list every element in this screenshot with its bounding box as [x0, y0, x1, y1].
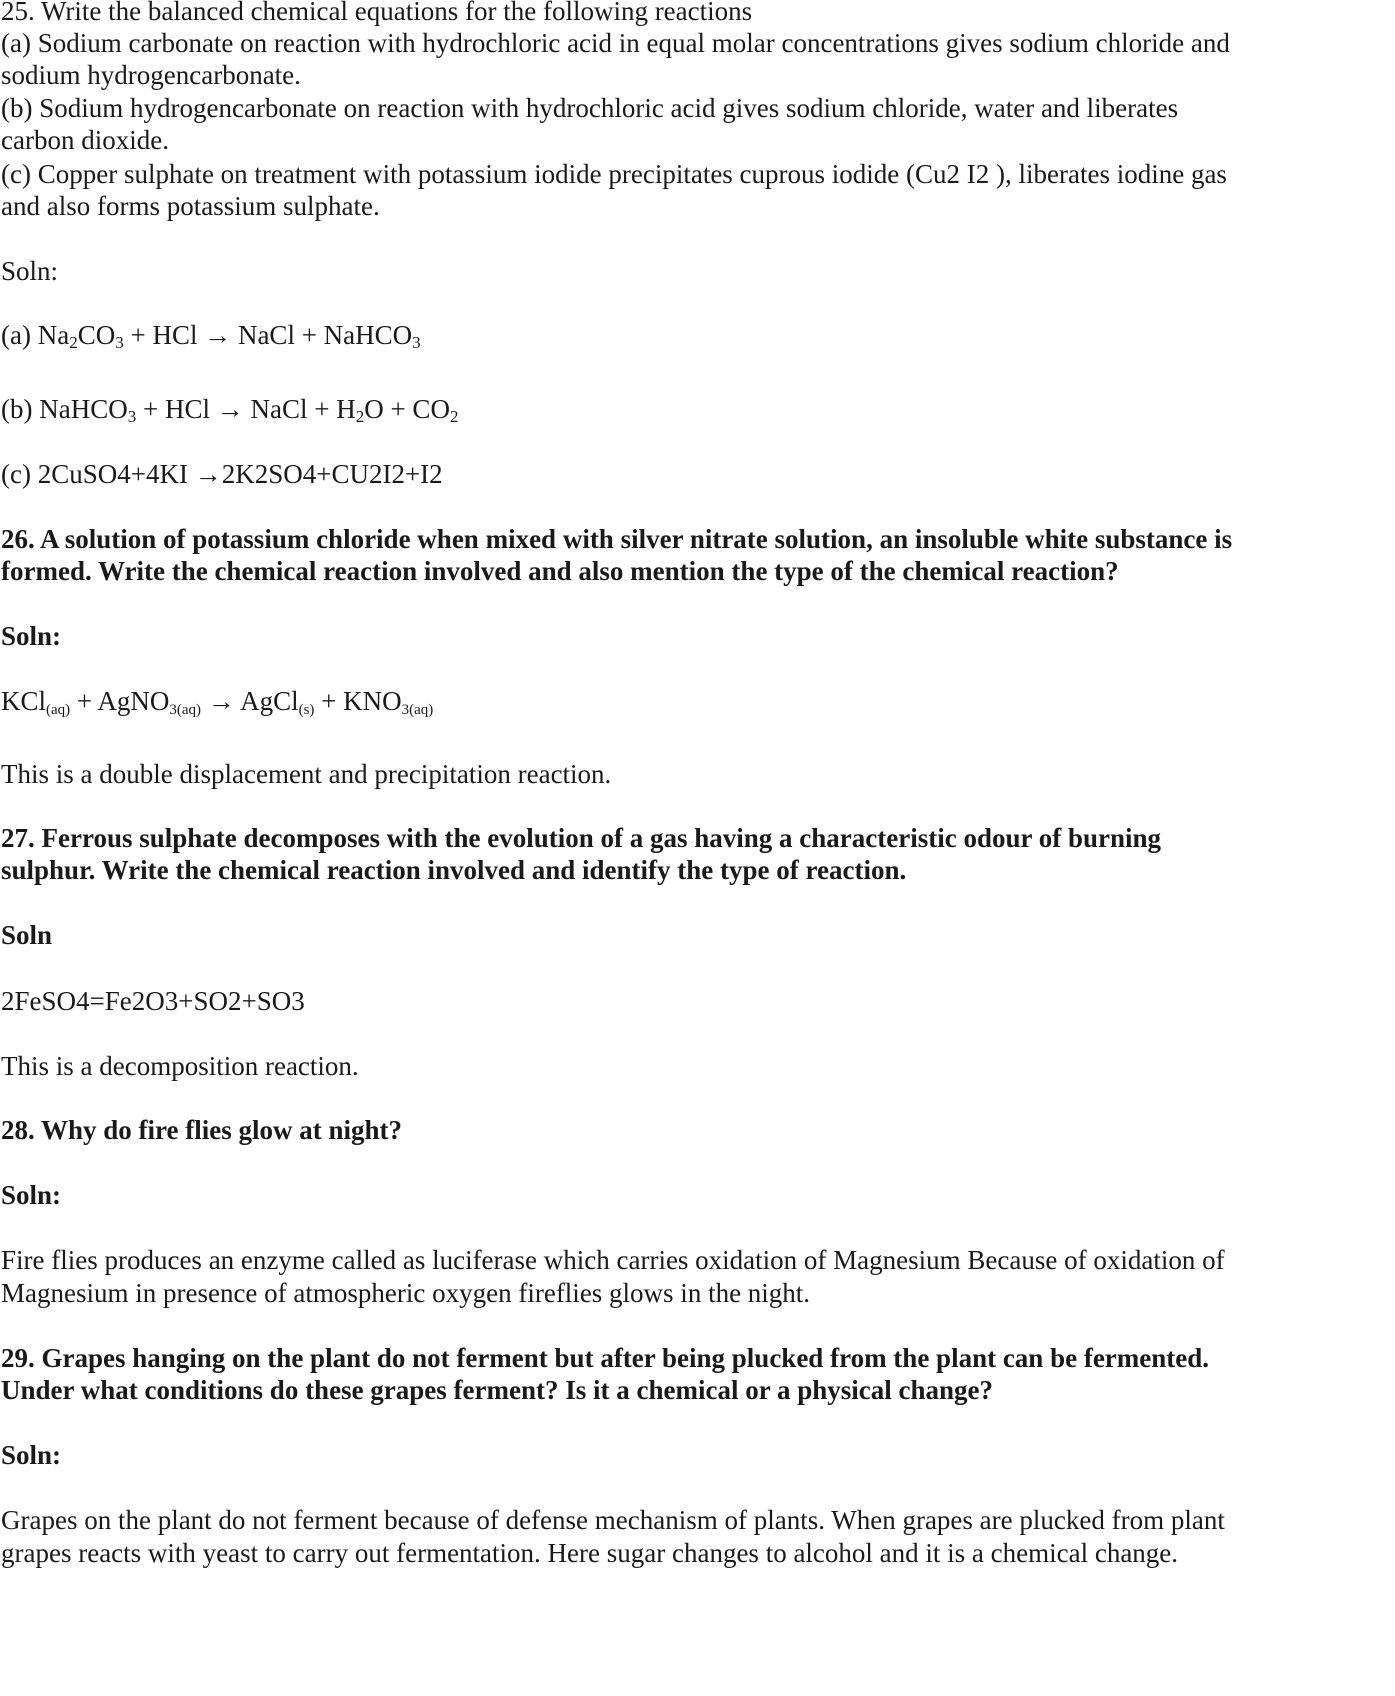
q27-question-line1: 27. Ferrous sulphate decomposes with the evolution of a gas having a characteristic odour of burning — [1, 823, 1162, 853]
q25-part-a-line1: (a) Sodium carbonate on reaction with hydrochloric acid in equal molar concentrations gives sodium chloride and — [1, 28, 1230, 58]
q28-answer-line1: Fire flies produces an enzyme called as luciferase which carries oxidation of Magnesium Because of oxidation of — [1, 1245, 1225, 1275]
q28-question: 28. Why do fire flies glow at night? — [1, 1115, 403, 1145]
q25-equation-b: (b) NaHCO$_3$ + HCl → NaCl + $H_2O + CO_2$ — [1, 394, 459, 426]
q27-equation: 2FeSO4=Fe2O3+SO2+SO3 — [1, 986, 305, 1016]
q26-question-line1: 26. A solution of potassium chloride when mixed with silver nitrate solution, an insoluble white substance is — [1, 524, 1233, 554]
q28-soln-label: Soln: — [1, 1180, 62, 1210]
q29-soln-label: Soln: — [1, 1440, 62, 1470]
q29-question-line2: Under what conditions do these grapes ferment? Is it a chemical or a physical change? — [1, 1375, 993, 1405]
q26-equation: KCl$_{(aq)}$ + AgNO$_{3(aq)}$ → AgCl$_{(s)}$ + $KNO_{3(aq)}$ — [1, 686, 434, 718]
q26-answer: This is a double displacement and precipitation reaction. — [1, 759, 612, 789]
q27-soln-label: Soln — [1, 920, 53, 950]
q27-question-line2: sulphur. Write the chemical reaction involved and identify the type of reaction. — [1, 855, 907, 885]
q25-equation-a: (a) $Na_2CO_3$ + HCl → NaCl + NaHCO$_3$ — [1, 320, 421, 352]
q25-part-c-line1: (c) Copper sulphate on treatment with potassium iodide precipitates cuprous iodide (Cu2 I2 ), liberates iodine gas — [1, 159, 1227, 189]
q26-soln-label: Soln: — [1, 621, 62, 651]
q27-answer: This is a decomposition reaction. — [1, 1051, 359, 1081]
q25-title: 25. Write the balanced chemical equations for the following reactions — [1, 0, 753, 26]
q26-question-line2: formed. Write the chemical reaction involved and also mention the type of the chemical reaction? — [1, 556, 1119, 586]
q29-answer-line2: grapes reacts with yeast to carry out fermentation. Here sugar changes to alcohol and it is a chemical change. — [1, 1538, 1179, 1568]
q25-part-b-line1: (b) Sodium hydrogencarbonate on reaction with hydrochloric acid gives sodium chloride, water and liberates — [1, 93, 1179, 123]
q25-equation-c: (c) 2CuSO4+4KI →2K2SO4+CU2I2+I2 — [1, 459, 443, 489]
q25-part-b-line2: carbon dioxide. — [1, 125, 169, 155]
q25-soln-label: Soln: — [1, 256, 59, 286]
q29-answer-line1: Grapes on the plant do not ferment because of defense mechanism of plants. When grapes are plucked from plant — [1, 1505, 1225, 1535]
q29-question-line1: 29. Grapes hanging on the plant do not ferment but after being plucked from the plant can be fermented. — [1, 1343, 1210, 1373]
q25-part-c-line2: and also forms potassium sulphate. — [1, 191, 380, 221]
q25-part-a-line2: sodium hydrogencarbonate. — [1, 60, 301, 90]
q28-answer-line2: Magnesium in presence of atmospheric oxygen fireflies glows in the night. — [1, 1278, 811, 1308]
